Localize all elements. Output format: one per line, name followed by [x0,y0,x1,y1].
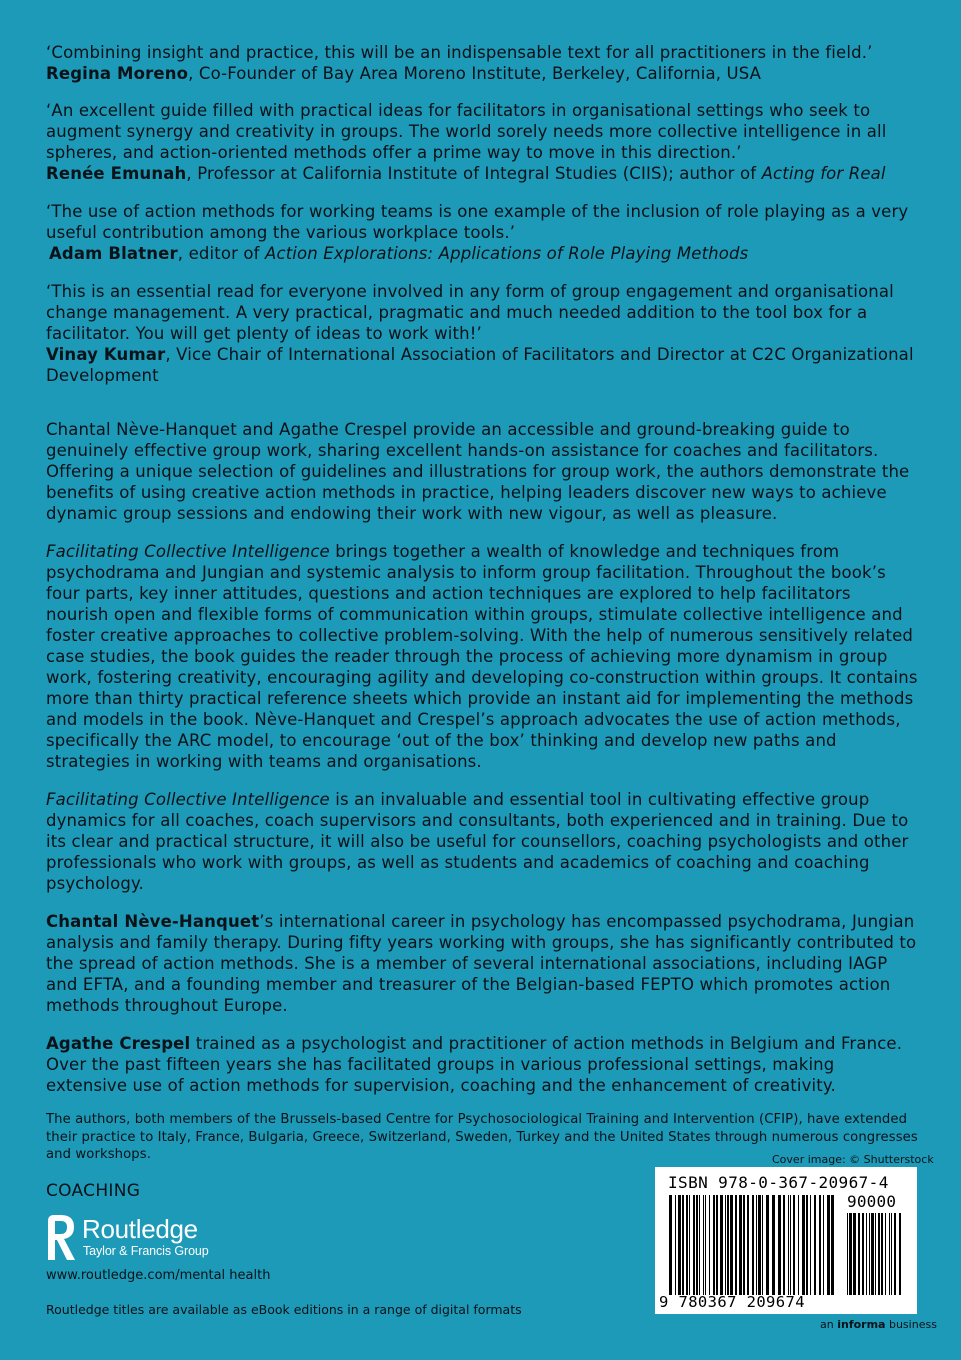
endorsement-2 [46,100,918,184]
endorsement-quote: ‘The use of action methods for working teams is one example of the inclusion of role playing as a very useful contribution among the various workplace tools.’ [46,202,909,242]
endorser-name: Renée Emunah [46,164,187,183]
endorsement-quote: ‘This is an essential read for everyone involved in any form of group engagement and organisational change management. A very practical, pragmatic and much needed addition to the tool box for a facilitator. You will get plenty of ideas to work with!’ [46,282,894,343]
barcode-bar [847,1213,848,1295]
endorsement-3 [46,201,918,264]
endorsement-4 [46,281,918,386]
barcode-bar [725,1195,726,1295]
author-name: Agathe Crespel [46,1034,191,1053]
cover-credit: Cover image: © Shutterstock [772,1153,934,1166]
barcode-bar [810,1195,811,1295]
barcode-bar [720,1195,723,1295]
barcode-bar [696,1195,698,1295]
barcode-bar [866,1213,867,1295]
endorser-name: Adam Blatner [49,244,178,263]
subject-category: COACHING [46,1181,141,1201]
barcode-bar [827,1195,830,1295]
endorser-work: Acting for Real [761,164,886,183]
author-bio: Agathe Crespel trained as a psychologist and practitioner of action methods in Belgium and France. Over the past fifteen years she has facilitated groups in various professional settings, making extensive use of action methods for supervision, coaching and the enhancement of creativity. [46,1034,903,1095]
barcode-bar [788,1195,789,1295]
barcode-bar [778,1195,781,1295]
endorser-affiliation: , Co-Founder of Bay Area Moreno Institute, Berkeley, California, USA [188,64,762,83]
isbn-label: ISBN 978-0-367-20967-4 [668,1173,889,1192]
book-title: Facilitating Collective Intelligence [46,790,330,809]
barcode-bar [798,1195,799,1295]
barcode-bar [758,1195,761,1295]
barcode-bar [783,1195,785,1295]
informa-brand: informa [837,1318,886,1331]
barcode-bar [675,1195,676,1295]
endorsement-1 [46,42,918,84]
barcode-bar [689,1195,690,1295]
authors-note: The authors, both members of the Brussels-based Centre for Psychosociological Training and Intervention (CFIP), have extended their practice to Italy, France, Bulgaria, Greece, Switzerland, Sweden, Turkey and the United States through numerous congresses and workshops. [46,1112,918,1162]
publisher-group: Taylor & Francis Group [83,1244,209,1258]
barcode-bar [716,1195,718,1295]
barcode-bar [766,1195,769,1295]
barcode-bar [713,1195,715,1295]
book-title: Facilitating Collective Intelligence [46,542,330,561]
endorser-work: Action Explorations: Applications of Role Playing Methods [265,244,749,263]
barcode-bar [831,1195,834,1295]
barcode-bar [853,1213,856,1295]
description-paragraph: Facilitating Collective Intelligence is an invaluable and essential tool in cultivating effective group dynamics for all coaches, coach supervisors and consultants, both experienced and in training. Due to its clear and practical structure, it will also be useful for counsellors, coaching psychologists and other professionals who work with groups, as well as students and academics of coaching and coaching psychology. [46,790,909,893]
barcode-bar [772,1195,775,1295]
barcode-bar [693,1195,695,1295]
barcode-bar [899,1213,901,1295]
publisher-url[interactable]: www.routledge.com/mental health [46,1268,271,1283]
barcode-bar [885,1213,886,1295]
barcode-bar [747,1195,749,1295]
barcode-bar [703,1195,704,1295]
barcode-bar [891,1213,892,1295]
barcode-bar [762,1195,763,1295]
endorser-affiliation: , Vice Chair of International Association of Facilitators and Director at C2C Organizational Development [46,345,914,385]
barcode-bar [793,1195,795,1295]
barcode-bar [858,1213,860,1295]
barcode-bar [881,1213,883,1295]
barcode-bar [790,1195,791,1295]
ean-number: 9 780367 209674 [659,1293,805,1311]
barcode-bar [823,1195,824,1295]
barcode-bar [806,1195,808,1295]
barcode-bar [802,1195,805,1295]
isbn-barcode [655,1167,917,1314]
ean-bars [655,1167,917,1314]
routledge-logo [46,1214,266,1262]
endorser-name: Regina Moreno [46,64,189,83]
barcode-bar [878,1213,880,1295]
ebook-note: Routledge titles are available as eBook editions in a range of digital formats [46,1302,522,1317]
barcode-bar [871,1213,874,1295]
endorser-affiliation: , Professor at California Institute of Integral Studies (CIIS); author of [186,164,762,183]
barcode-bar [752,1195,754,1295]
endorsement-quote: ‘An excellent guide filled with practical ideas for facilitators in organisational settings who seek to augment synergy and creativity in groups. The world sorely needs more collective intelligence in all spheres, and action-oriented methods offer a prime way to move in this direction.’ [46,101,887,162]
barcode-bar [739,1195,742,1295]
endorser-name: Vinay Kumar [46,345,166,364]
barcode-bar [743,1195,745,1295]
publisher-name: Routledge [82,1214,198,1244]
routledge-r-icon [46,1214,78,1262]
author-name: Chantal Nève-Hanquet [46,912,260,931]
barcode-bar [756,1195,757,1295]
barcode-bar [678,1195,681,1295]
barcode-bar [894,1213,896,1295]
price-code: 90000 [847,1192,897,1211]
barcode-bar [862,1213,864,1295]
informa-credit: an informa business [820,1318,937,1331]
barcode-bar [869,1213,870,1295]
barcode-bar [699,1195,700,1295]
endorser-affiliation: , editor of [177,244,266,263]
barcode-bar [735,1195,737,1295]
barcode-bar [730,1195,733,1295]
barcode-bar [814,1195,816,1295]
endorsement-quote: ‘Combining insight and practice, this will be an indispensable text for all practitioners in the field.’ [46,43,873,62]
author-bio: Chantal Nève-Hanquet’s international career in psychology has encompassed psychodrama, Jungian analysis and family therapy. During fifty years working with groups, she has significantly contributed to the spread of action methods. She is a member of several international associations, including IAGP and EFTA, and a founding member and treasurer of the Belgian-based FEPTO which promotes action methods throughout Europe. [46,912,917,1015]
barcode-bar [686,1195,688,1295]
barcode-bar [709,1195,710,1295]
barcode-bar [669,1195,672,1295]
barcode-bar [727,1195,729,1295]
description-paragraph: Facilitating Collective Intelligence brings together a wealth of knowledge and techniques from psychodrama and Jungian and systemic analysis to inform group facilitation. Throughout the book’s four parts, key inner attitudes, questions and action techniques are explored to help facilitators nourish open and flexible forms of communication within groups, stimulate collective intelligence and foster creative approaches to collective problem-solving. With the help of numerous sensitively related case studies, the book guides the reader through the process of achieving more dynamism in group work, fostering creativity, encouraging agility and developing co-construction within groups. It contains more than thirty practical reference sheets which provide an instant aid for implementing the methods and models in the book. Nève-Hanquet and Crespel’s approach advocates the use of action methods, specifically the ARC model, to encourage ‘out of the box’ thinking and develop new paths and strategies in working with teams and organisations. [46,542,918,771]
barcode-bar [705,1195,706,1295]
book-description [46,419,918,1096]
barcode-bar [889,1213,890,1295]
barcode-bar [819,1195,821,1295]
barcode-bar [875,1213,876,1295]
description-paragraph: Chantal Nève-Hanquet and Agathe Crespel provide an accessible and ground-breaking guide to genuinely effective group work, sharing excellent hands-on assistance for coaches and facilitators. Offering a unique selection of guidelines and illustrations for group work, the authors demonstrate the benefits of using creative action methods in practice, helping leaders discover new ways to achieve dynamic group sessions and endowing their work with new vigour, as well as pleasure. [46,420,910,523]
barcode-bar [849,1213,852,1295]
barcode-bar [682,1195,684,1295]
